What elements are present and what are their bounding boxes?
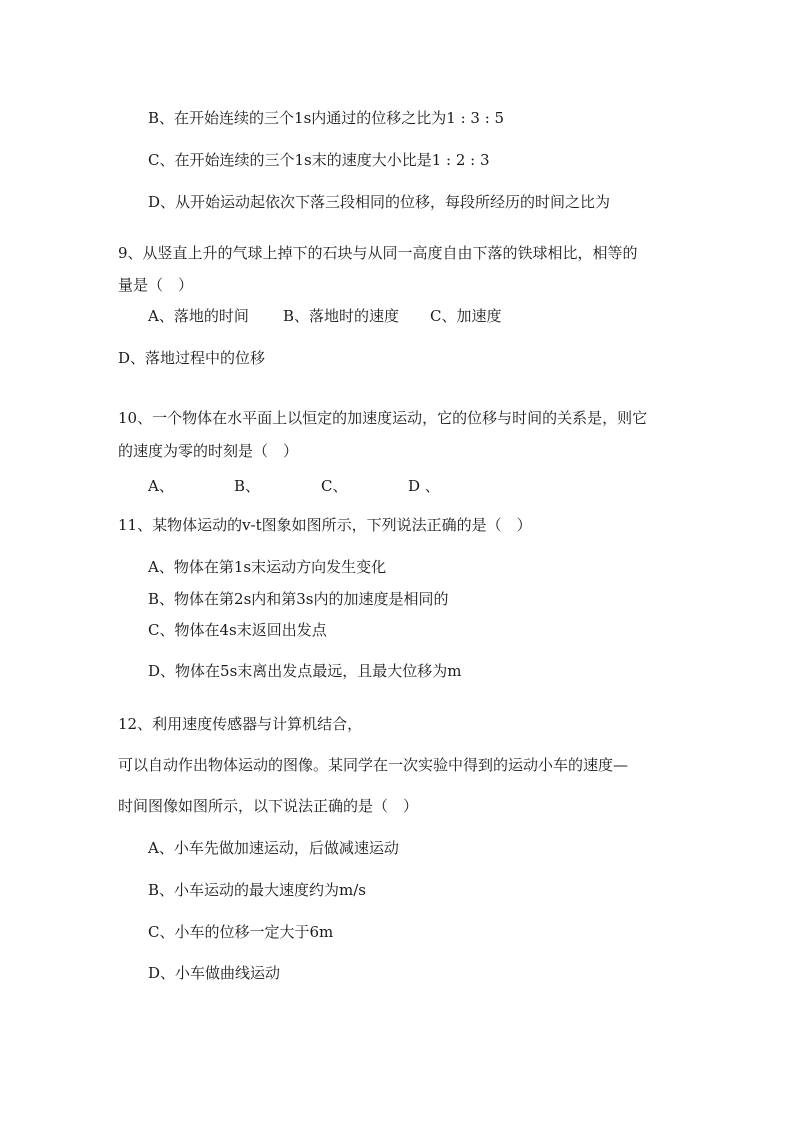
q12-stem-line1: 12、利用速度传感器与计算机结合， — [118, 715, 363, 733]
q11-option-c: C、物体在4s末返回出发点 — [148, 621, 327, 639]
q8-option-d: D、从开始运动起依次下落三段相同的位移，每段所经历的时间之比为 — [148, 193, 611, 211]
q9-option-d: D、落地过程中的位移 — [118, 349, 266, 367]
q10-option-a: A、 — [148, 477, 174, 495]
q12-stem-line3: 时间图像如图所示，以下说法正确的是（ ） — [118, 797, 419, 815]
q11-option-d: D、物体在5s末离出发点最远，且最大位移为m — [148, 662, 462, 680]
q9-option-c: C、加速度 — [430, 307, 502, 325]
q12-option-a: A、小车先做加速运动，后做减速运动 — [148, 839, 399, 857]
q9-option-b: B、落地时的速度 — [283, 307, 400, 325]
q10-option-b: B、 — [234, 477, 261, 495]
q12-option-b: B、小车运动的最大速度约为m/s — [148, 881, 366, 899]
q11-option-b: B、物体在第2s内和第3s内的加速度是相同的 — [148, 590, 449, 608]
q9-stem-line1: 9、从竖直上升的气球上掉下的石块与从同一高度自由下落的铁球相比，相等的 — [118, 244, 638, 262]
q10-stem-line2: 的速度为零的时刻是（ ） — [118, 442, 299, 460]
q10-stem-line1: 10、一个物体在水平面上以恒定的加速度运动，它的位移与时间的关系是，则它 — [118, 409, 648, 427]
q9-option-a: A、落地的时间 — [148, 307, 249, 325]
q8-option-b: B、在开始连续的三个1s内通过的位移之比为1 : 3 : 5 — [148, 109, 505, 127]
q12-option-d: D、小车做曲线运动 — [148, 964, 281, 982]
q11-option-a: A、物体在第1s末运动方向发生变化 — [148, 558, 387, 576]
q8-option-c: C、在开始连续的三个1s末的速度大小比是1 : 2 : 3 — [148, 151, 490, 169]
q12-option-c: C、小车的位移一定大于6m — [148, 923, 334, 941]
q11-stem: 11、某物体运动的v-t图象如图所示，下列说法正确的是（ ） — [118, 516, 532, 534]
q12-stem-line2: 可以自动作出物体运动的图像。某同学在一次实验中得到的运动小车的速度— — [118, 756, 629, 774]
q9-stem-line2: 量是（ ） — [118, 276, 194, 294]
q10-option-d: D 、 — [408, 477, 440, 495]
q10-option-c: C、 — [321, 477, 348, 495]
